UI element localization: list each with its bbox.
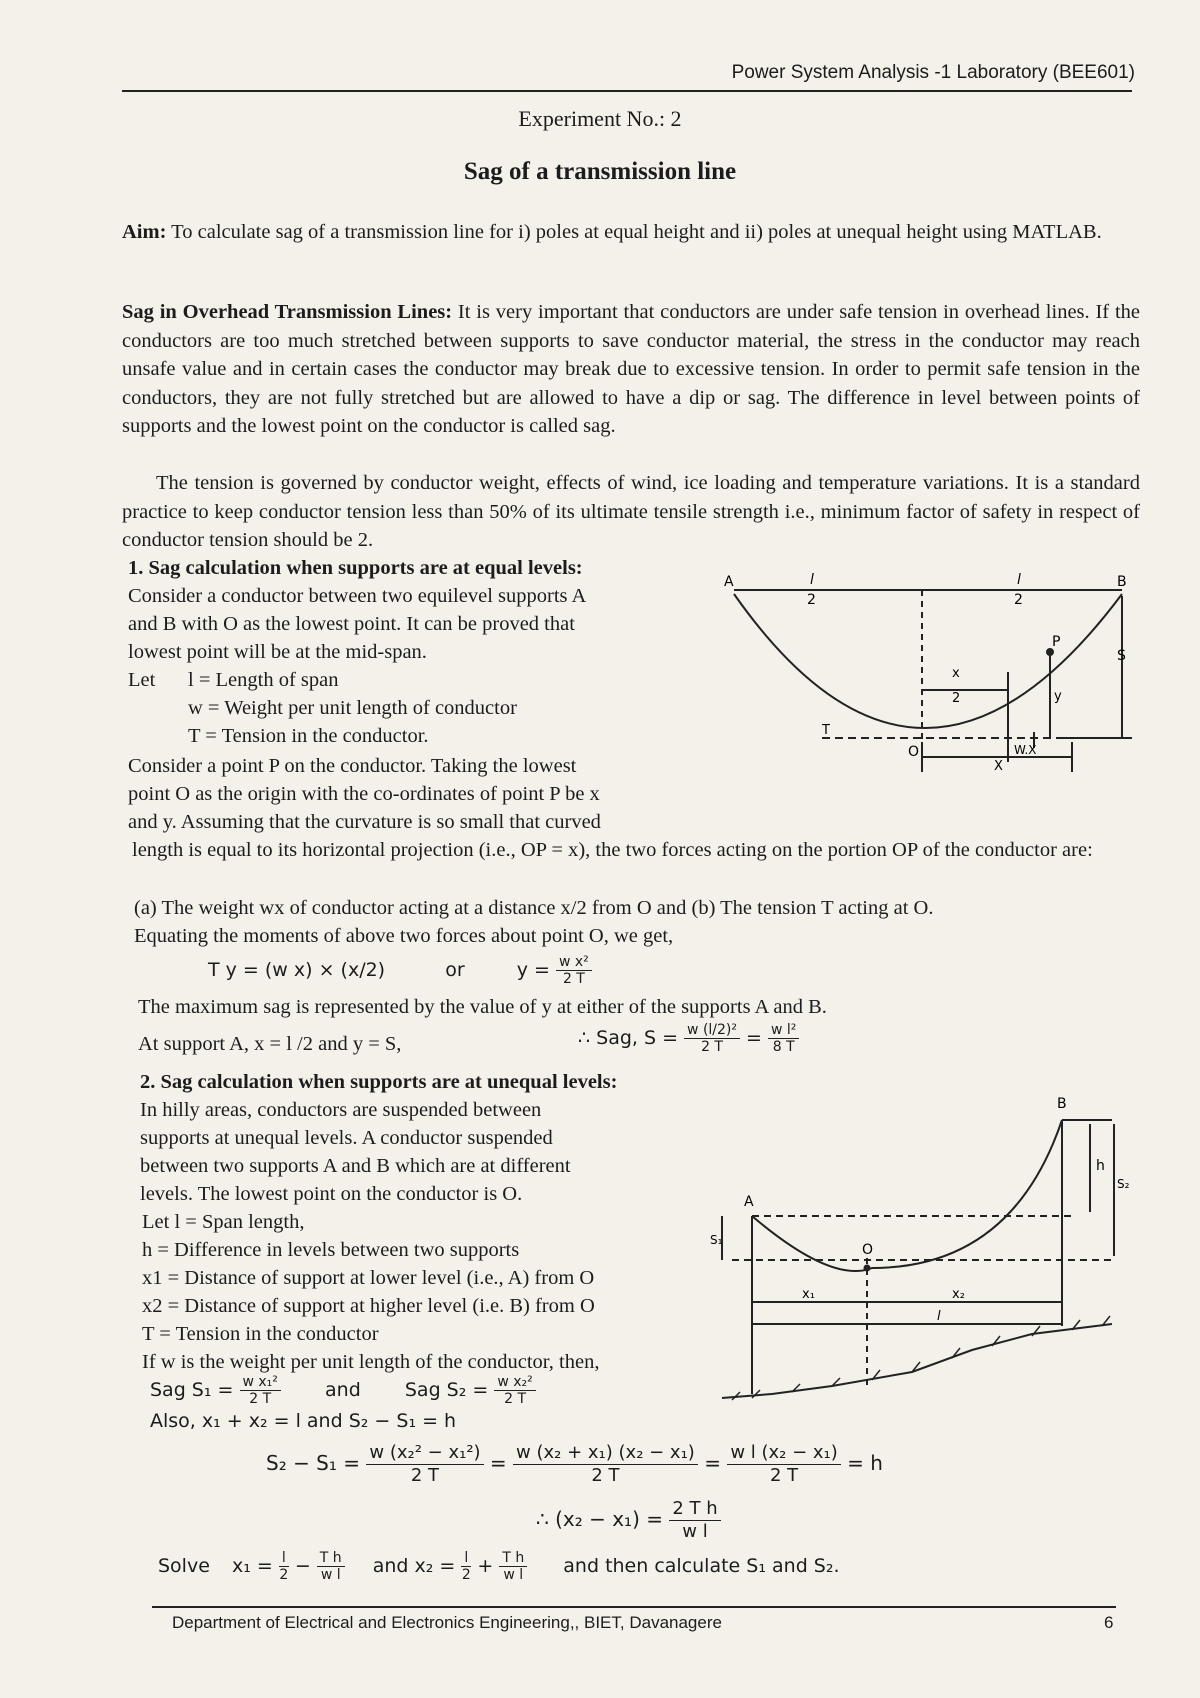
half-span-num: l — [810, 572, 814, 588]
section1-line: and B with O as the lowest point. It can be proved that — [128, 613, 575, 635]
sag1-lhs: Sag S₁ = — [150, 1379, 234, 1401]
half-span-den: 2 — [1014, 592, 1023, 608]
equal-supports-diagram — [712, 572, 1152, 812]
section1-line: Consider a conductor between two equilevel supports A — [128, 585, 587, 607]
frac-den: w l — [320, 1567, 341, 1583]
definition: w = Weight per unit length of conductor — [188, 697, 517, 719]
x-half-den: 2 — [952, 691, 961, 706]
section2-line: In hilly areas, conductors are suspended between — [140, 1099, 542, 1121]
label-x1: x₁ — [802, 1287, 815, 1302]
diff-den: 2 T — [769, 1465, 799, 1486]
frac-num: T h — [499, 1550, 527, 1567]
equals: = — [489, 1451, 507, 1475]
footer-department: Department of Electrical and Electronics Engineering,, BIET, Davanagere — [172, 1613, 722, 1632]
solve-word: Solve — [158, 1555, 210, 1577]
aim-label: Aim: — [122, 221, 167, 243]
max-sag-line: The maximum sag is represented by the value of y at either of the supports A and B. — [138, 996, 827, 1018]
frac-num: T h — [317, 1550, 345, 1567]
label-s1: S₁ — [710, 1233, 723, 1247]
intro-paragraph — [122, 298, 1140, 441]
running-header: Power System Analysis -1 Laboratory (BEE601) — [731, 62, 1135, 83]
l-over-2 — [461, 1550, 471, 1583]
and-word: and — [325, 1379, 361, 1401]
conductor-curve — [752, 1120, 1062, 1271]
sag1-num: w x₁² — [240, 1374, 281, 1391]
label-x2: x₂ — [952, 1287, 965, 1302]
equals: = — [704, 1451, 721, 1475]
sag-num: w l² — [768, 1022, 799, 1039]
experiment-number: Experiment No.: 2 — [518, 106, 682, 131]
header-rule — [122, 90, 1132, 92]
half-span-den: 2 — [807, 592, 816, 608]
sag-fraction-1 — [684, 1022, 740, 1055]
section1-paragraph: length is equal to its horizontal projection (i.e., OP = x), the two forces acting on the portion OP of the conductor are: — [132, 839, 1093, 861]
diff-num: w (x₂ + x₁) (x₂ − x₁) — [513, 1442, 698, 1465]
diff-num: w (x₂² − x₁²) — [366, 1442, 483, 1465]
let-label: Let — [128, 669, 156, 691]
diff-fraction-2 — [513, 1442, 698, 1487]
sag1-fraction — [240, 1374, 281, 1407]
sag-fraction-2 — [768, 1022, 799, 1055]
definition: h = Difference in levels between two supports — [142, 1239, 520, 1261]
section2-line: between two supports A and B which are at different — [140, 1155, 571, 1177]
label-l: l — [937, 1309, 941, 1324]
intro-paragraph-2 — [122, 469, 1140, 555]
difference-equation — [266, 1442, 883, 1487]
section1-line: and y. Assuming that the curvature is so small that curved — [128, 811, 601, 833]
sag-num: w (l/2)² — [684, 1022, 740, 1039]
intro-text-2: The tension is governed by conductor weight, effects of wind, ice loading and temperature variations. It is a standard practice to keep conductor tension less than 50% of its ultimate tensile strength i.e., minimum factor of safety in respect of conductor tension should be 2. — [122, 472, 1140, 551]
sag-equation — [578, 1022, 799, 1055]
eq1-num: w x² — [556, 954, 592, 971]
forces-line: (a) The weight wx of conductor acting at a distance x/2 from O and (b) The tension T acting at O. — [134, 897, 934, 919]
diff-den: 2 T — [591, 1465, 620, 1486]
x-half-num: x — [952, 666, 960, 681]
label-s: S — [1117, 648, 1126, 664]
label-p: P — [1052, 634, 1061, 650]
label-b: B — [1057, 1096, 1067, 1112]
sag2-lhs: Sag S₂ = — [404, 1379, 489, 1401]
eq1-rhs: y = — [516, 959, 550, 981]
label-s2: S₂ — [1117, 1177, 1130, 1191]
label-o: O — [908, 744, 920, 760]
label-h: h — [1096, 1158, 1105, 1174]
experiment-title: Sag of a transmission line — [463, 158, 737, 185]
definition: If w is the weight per unit length of the conductor, then, — [142, 1351, 600, 1373]
support-a-line: At support A, x = l /2 and y = S, — [138, 1033, 402, 1055]
section2-heading: 2. Sag calculation when supports are at unequal levels: — [140, 1071, 618, 1093]
sag-s1-s2-equation — [150, 1374, 536, 1407]
sag1-den: 2 T — [249, 1391, 272, 1407]
frac-den: 2 — [279, 1567, 289, 1583]
intro-text: It is very important that conductors are under safe tension in overhead lines. If the conductors are too much stretched between supports to save conductor material, the stress in the conductor may reach unsafe value and in certain cases the conductor may break due to excessive tension. In order to permit safe tension in the conductors, they are not fully stretched but are allowed to have a dip or sag. The difference in level between points of supports and the lowest point on the conductor is called sag. — [122, 301, 1140, 437]
x1-lhs: x₁ = — [232, 1555, 273, 1577]
definition: l = Length of span — [188, 669, 339, 691]
unequal-supports-diagram — [710, 1088, 1130, 1413]
diff-den: 2 T — [410, 1465, 440, 1486]
sag-equals: = — [746, 1027, 762, 1049]
th-over-wl — [499, 1550, 527, 1583]
eq1-den: 2 T — [562, 971, 585, 987]
x2-lhs: and x₂ = — [372, 1555, 456, 1577]
definition: T = Tension in the conductor. — [188, 725, 429, 747]
eq1-fraction — [556, 954, 592, 987]
page-number: 6 — [1104, 1613, 1114, 1632]
section2-line: supports at unequal levels. A conductor suspended — [140, 1127, 553, 1149]
diff-fraction-1 — [366, 1442, 483, 1487]
definition: x2 = Distance of support at higher level (i.e. B) from O — [142, 1295, 595, 1317]
result-lhs: ∴ (x₂ − x₁) = — [536, 1507, 663, 1531]
section1-line: lowest point will be at the mid-span. — [128, 641, 427, 663]
sag-lhs: ∴ Sag, S = — [578, 1027, 678, 1049]
half-span-num: l — [1017, 572, 1021, 588]
label-t: T — [822, 723, 830, 738]
definition: x1 = Distance of support at lower level (i.e., A) from O — [142, 1267, 595, 1289]
eq1-left: T y = (w x) × (x/2) — [208, 959, 386, 981]
section1-line: Consider a point P on the conductor. Taking the lowest — [128, 755, 577, 777]
footer-rule — [152, 1606, 1116, 1608]
eq1-or: or — [445, 959, 465, 981]
diff-fraction-3 — [727, 1442, 840, 1487]
label-b: B — [1117, 574, 1127, 590]
intro-label: Sag in Overhead Transmission Lines: — [122, 301, 453, 323]
label-x: X — [994, 759, 1003, 774]
sag-den: 8 T — [772, 1039, 795, 1055]
th-over-wl — [317, 1550, 345, 1583]
minus-sign: − — [294, 1555, 311, 1577]
equation-moment — [208, 954, 592, 987]
diff-lhs: S₂ − S₁ = — [266, 1451, 361, 1475]
plus-sign: + — [477, 1555, 494, 1577]
sag2-fraction — [494, 1374, 535, 1407]
label-o: O — [862, 1242, 874, 1258]
definition: Let l = Span length, — [142, 1211, 305, 1233]
sag2-den: 2 T — [504, 1391, 527, 1407]
label-wx: W.X — [1014, 743, 1037, 757]
frac-den: 2 — [461, 1567, 471, 1583]
result-den: w l — [682, 1521, 708, 1542]
result-num: 2 T h — [669, 1498, 720, 1521]
forces-line: Equating the moments of above two forces about point O, we get, — [134, 925, 674, 947]
also-line: Also, x₁ + x₂ = l and S₂ − S₁ = h — [150, 1410, 457, 1432]
aim-paragraph — [122, 218, 1140, 247]
section1-line: point O as the origin with the co-ordinates of point P be x — [128, 783, 600, 805]
section1-heading: 1. Sag calculation when supports are at equal levels: — [128, 557, 583, 579]
diff-num: w l (x₂ − x₁) — [727, 1442, 840, 1465]
result-equation — [536, 1498, 721, 1543]
sag2-num: w x₂² — [494, 1374, 535, 1391]
label-a: A — [744, 1194, 754, 1210]
conductor-curve — [734, 594, 1122, 728]
solve-line — [158, 1550, 840, 1583]
frac-num: l — [461, 1550, 471, 1567]
frac-den: w l — [503, 1567, 524, 1583]
section2-line: levels. The lowest point on the conductor is O. — [140, 1183, 523, 1205]
aim-text: To calculate sag of a transmission line for i) poles at equal height and ii) poles at unequal height using MATLAB. — [171, 221, 1102, 243]
then-text: and then calculate S₁ and S₂. — [563, 1555, 840, 1577]
label-y: y — [1054, 689, 1062, 704]
sag-den: 2 T — [701, 1039, 723, 1055]
label-a: A — [724, 574, 734, 590]
diff-end: = h — [847, 1451, 883, 1475]
frac-num: l — [279, 1550, 289, 1567]
definition: T = Tension in the conductor — [142, 1323, 379, 1345]
result-fraction — [669, 1498, 720, 1543]
l-over-2 — [279, 1550, 289, 1583]
